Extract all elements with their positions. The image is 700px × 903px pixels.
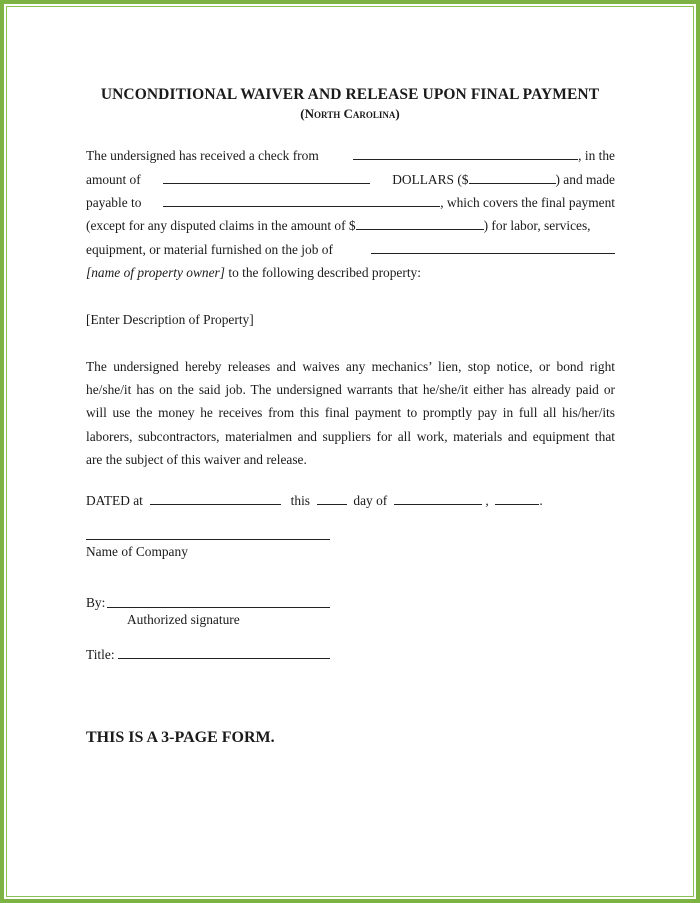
- dated-this-label: this: [290, 493, 311, 508]
- p1-text: equipment, or material furnished on the job of: [86, 242, 333, 257]
- p2-line: [86, 405, 615, 421]
- payable-to-group: [163, 195, 615, 211]
- title-label: Title:: [86, 647, 115, 662]
- payable-to-blank[interactable]: [163, 195, 440, 207]
- signature-line[interactable]: [107, 607, 330, 608]
- received-from-group: [353, 148, 615, 164]
- p1-line-5: [86, 242, 615, 258]
- p2-text: he/she/it has on the said job. The undersigned warrants that he/she/it either has already paid or: [86, 382, 615, 397]
- p2-text: laborers, subcontractors, materialmen and suppliers for all work, materials and equipment that: [86, 429, 615, 444]
- p2-line: [86, 429, 615, 445]
- property-owner-placeholder: [name of property owner]: [86, 265, 225, 280]
- p1-text: to the following described property:: [228, 265, 421, 280]
- amount-dollars-group: [392, 172, 615, 188]
- p1-text: ) for labor, services,: [483, 218, 591, 233]
- property-description-placeholder: [Enter Description of Property]: [86, 312, 254, 327]
- p1-line-1: [86, 148, 615, 164]
- p1-text: DOLLARS ($: [392, 172, 469, 187]
- dated-period: .: [539, 493, 543, 508]
- p2-text: are the subject of this waiver and release.: [86, 452, 307, 467]
- month-blank[interactable]: [394, 493, 482, 505]
- day-blank[interactable]: [317, 493, 347, 505]
- title-line[interactable]: [118, 658, 330, 659]
- p2-text: will use the money he receives from this final payment to promptly pay in full all his/her/its: [86, 405, 615, 420]
- p1-text: The undersigned has received a check from: [86, 148, 319, 163]
- p1-text: ) and made: [555, 172, 615, 187]
- disputed-amount-blank[interactable]: [356, 218, 484, 230]
- job-of-blank[interactable]: [371, 242, 615, 254]
- company-name-label: Name of Company: [86, 544, 188, 559]
- p1-line-4: [86, 218, 615, 234]
- year-blank[interactable]: [495, 493, 539, 505]
- p1-line-6: [86, 265, 615, 281]
- by-label: By:: [86, 595, 106, 610]
- p2-line: [86, 382, 615, 398]
- received-from-blank[interactable]: [353, 148, 578, 160]
- dated-line: [86, 493, 546, 509]
- document-subtitle: (North Carolina): [300, 106, 400, 121]
- p1-text: amount of: [86, 172, 141, 187]
- page-count-note: THIS IS A 3-PAGE FORM.: [86, 729, 275, 746]
- dated-label: DATED at: [86, 493, 143, 508]
- p1-text: , in the: [578, 148, 615, 163]
- p2-line: [86, 359, 615, 375]
- document-title: UNCONDITIONAL WAIVER AND RELEASE UPON FINAL PAYMENT: [100, 86, 600, 103]
- dated-at-blank[interactable]: [150, 493, 281, 505]
- p1-text: payable to: [86, 195, 142, 210]
- amount-number-blank[interactable]: [469, 172, 556, 184]
- p1-line-2: [86, 172, 615, 188]
- p1-text: (except for any disputed claims in the amount of $: [86, 218, 356, 233]
- p1-line-3: [86, 195, 615, 211]
- p2-text: The undersigned hereby releases and waives any mechanics’ lien, stop notice, or bond right: [86, 359, 615, 374]
- amount-words-blank[interactable]: [163, 172, 370, 184]
- p1-text: , which covers the final payment: [440, 195, 615, 210]
- p2-line: [86, 452, 615, 468]
- dated-day-of-label: day of: [353, 493, 388, 508]
- disputed-amount-group: [86, 218, 591, 234]
- company-name-line[interactable]: [86, 539, 330, 540]
- dated-comma: ,: [485, 493, 489, 508]
- authorized-signature-label: Authorized signature: [127, 612, 240, 627]
